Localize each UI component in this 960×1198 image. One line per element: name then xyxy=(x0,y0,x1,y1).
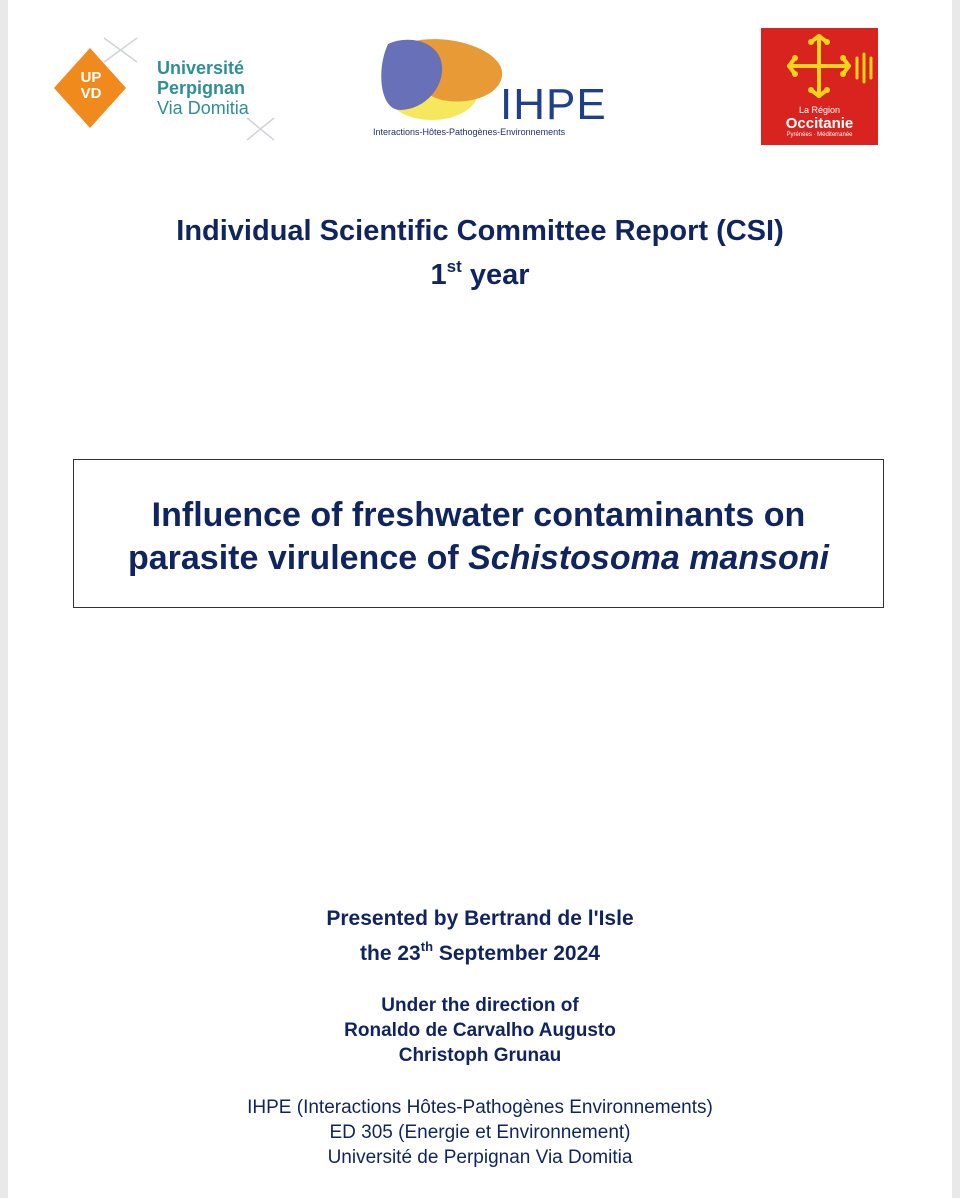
thesis-title-line1: Influence of freshwater contaminants on xyxy=(151,496,806,534)
occitanie-name: Occitanie xyxy=(785,115,854,132)
year-number: 1 xyxy=(430,259,447,291)
ihpe-subtitle: Interactions-Hôtes-Pathogènes-Environnements xyxy=(373,127,566,137)
thesis-title-line2 xyxy=(74,537,883,580)
upvd-monogram: UP VD xyxy=(80,69,102,102)
direction-label: Under the direction of xyxy=(381,995,579,1016)
date-prefix: the 23 xyxy=(360,942,421,965)
date-rest: September 2024 xyxy=(433,942,600,965)
upvd-wordmark xyxy=(157,58,249,118)
occitanie-region-label: La Région xyxy=(798,105,841,115)
thesis-title-box xyxy=(73,459,884,608)
ihpe-acronym: IHPE xyxy=(500,80,607,129)
ihpe-logo xyxy=(370,30,620,145)
occitanie-logo xyxy=(761,28,878,145)
year-suffix: st xyxy=(446,257,462,276)
thesis-title-line2-plain: parasite virulence of xyxy=(127,539,469,577)
year-word: year xyxy=(461,259,530,291)
direction-block xyxy=(8,993,952,1068)
upvd-logo xyxy=(42,32,282,152)
upvd-name-line3: Via Domitia xyxy=(157,98,249,118)
thesis-species-name: Schistosoma mansoni xyxy=(468,539,829,577)
institution-line-3: Université de Perpignan Via Domitia xyxy=(327,1147,633,1168)
upvd-name-line1: Université xyxy=(157,58,245,78)
institution-block xyxy=(8,1095,952,1170)
institution-line-2: ED 305 (Energie et Environnement) xyxy=(329,1122,631,1143)
date-suffix: th xyxy=(420,939,434,954)
report-title: Individual Scientific Committee Report (CSI) xyxy=(176,215,784,247)
supervisor-2: Christoph Grunau xyxy=(398,1045,562,1066)
upvd-name-line2: Perpignan xyxy=(157,78,246,98)
occitanie-subtitle: Pyrénées · Méditerranée xyxy=(786,132,853,138)
occitan-cross-icon xyxy=(761,28,878,108)
presented-by: Presented by Bertrand de l'Isle xyxy=(326,907,634,930)
presentation-date xyxy=(8,933,952,968)
document-page xyxy=(8,0,952,1198)
ihpe-logo-graphic xyxy=(370,30,510,125)
report-year xyxy=(8,249,952,293)
thesis-title xyxy=(74,494,883,580)
supervisor-1: Ronaldo de Carvalho Augusto xyxy=(344,1020,616,1041)
institution-line-1: IHPE (Interactions Hôtes-Pathogènes Environnements) xyxy=(247,1097,713,1118)
